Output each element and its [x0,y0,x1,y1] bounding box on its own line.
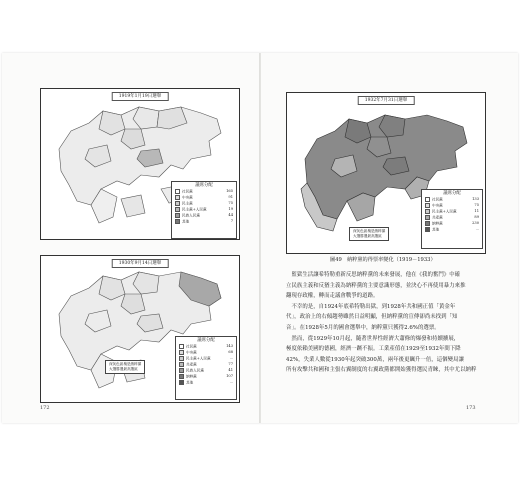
election-map-1932 [286,92,486,254]
page-number-left: 172 [40,405,50,411]
legend-row: 其他 ... [422,227,482,233]
map-callout-1932: 深灰色區塊是納粹黨 大選勝選最高選區 [349,227,389,241]
election-map-1930 [40,255,240,403]
text-line: 翻現存政權，轉而走議會戰爭的道路。 [286,293,379,300]
text-line: 代」，政治上的右傾趨勢雖然日益明顯，但納粹黨的宣傳卻尚未找到「知 [286,314,458,321]
legend-row: 中央黨 75 [422,203,482,209]
legend-row: 其他 ... [176,380,236,386]
election-map-1919 [40,88,240,240]
map-title-1930: 1930年9月14日選舉 [112,259,169,268]
text-line: 立民族主義和反猶主義為納粹黨的主要意識形態，並決心不再使用暴力來推 [286,282,466,289]
legend-row: 其他 7 [172,219,236,225]
legend-row: 共產黨 89 [422,215,482,221]
map-title-1919: 1919年1月19日選舉 [112,92,169,101]
text-line: 極度依賴美國的德國，經濟一蹶不振。工業產值在1929至1932年間下降 [286,346,461,353]
seat-legend-1932 [421,189,483,249]
legend-row: 民主黨 75 [172,201,236,207]
legend-row: 民主黨+人民黨 11 [422,209,482,215]
legend-heading: 議席分配 [195,183,213,188]
legend-row: 納粹黨 230 [422,221,482,227]
text-line: 所有攻擊共和國和主張右翼制度的右翼政黨都開始獲得選民青睞，其中尤以納粹 [286,367,477,374]
legend-heading: 議席分配 [197,338,215,343]
legend-row: 社民黨 143 [176,344,236,350]
legend-row: 民主黨+人民黨 19 [172,207,236,213]
body-text [286,270,496,376]
page-number-right: 173 [466,405,476,411]
text-line: 音」。在1928年5月的國會選舉中，納粹黨只獲得2.6%的選票。 [286,324,440,331]
legend-row: 民族人民黨 41 [176,368,236,374]
text-line: 然而，從1929年10月起，隨著世界性經濟大蕭條的爆發和持續擴展， [286,335,460,342]
map-title-1932: 1932年7月31日選舉 [358,96,415,105]
text-line: 不幸的是，自1924年底希特勒出獄，到1928年共和國正值「黃金年 [286,303,456,310]
legend-row: 納粹黨 107 [176,374,236,380]
legend-row: 共產黨 77 [176,362,236,368]
legend-row: 社民黨 165 [172,189,236,195]
figure-caption: 圖49 納粹黨的得票率變化（1919－1933） [330,257,436,263]
legend-row: 中央黨 68 [176,350,236,356]
legend-row: 民主黨+人民黨 ... [176,356,236,362]
text-line: 42%，失業人數從1930年起突破300萬，兩年後更飆升一倍，這個變局讓 [286,356,464,363]
legend-row: 社民黨 133 [422,197,482,203]
seat-legend-1919 [171,181,237,239]
seat-legend-1930 [175,336,237,400]
book-gutter [259,53,261,423]
text-line: 監獄生活讓希特勒重新反思納粹黨的未來發展，他在《我的奮鬥》中確 [286,272,461,278]
map-callout-1930: 深灰色區塊是納粹黨 大選勝選最高選區 [105,360,145,374]
legend-row: 民族人民黨 44 [172,213,236,219]
legend-heading: 議席分配 [443,191,461,196]
legend-row: 中央黨 91 [172,195,236,201]
